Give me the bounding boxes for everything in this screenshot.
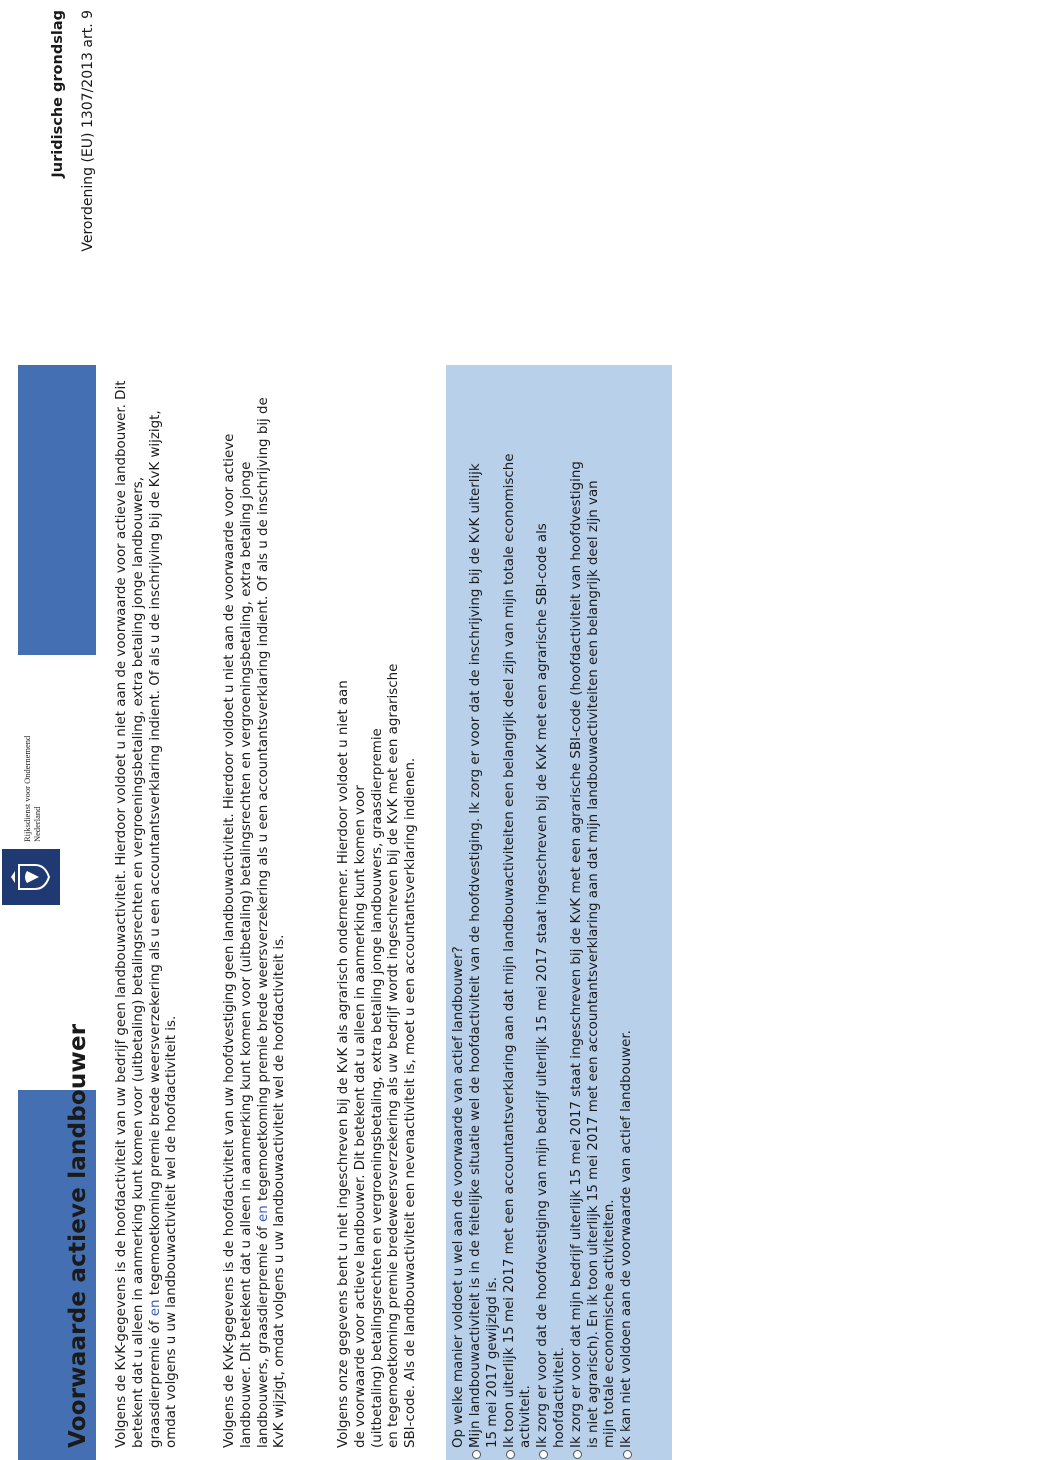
paragraph-3 [336,368,420,1448]
paragraph-text: Volgens de KvK-gegevens is de hoofdactiviteit van uw bedrijf geen landbouwactiviteit. Hierdoor voldoet u niet aan de voorwaarde voor actieve landbouwer. Dit betekent dat u alleen in aanmerking kunt komen voor (uitbetaling) betalingsrechten en vergroeningsbetaling, extra betaling jonge landbouwers, graasdierpremie óf [114,380,163,1448]
paragraph-text: Volgens de KvK-gegevens is de hoofdactiviteit van uw hoofdvestiging geen landbouwactiviteit. Hierdoor voldoet u niet aan de voorwaarde voor actieve landbouwer. Dit betekent dat u alleen in aanmerking kunt komen voor (uitbetaling) betalingsrechten en vergroeningsbetaling, extra betaling jonge landbouwers, graasdierpremie óf [222,433,271,1448]
paragraph-line: SBI-code. Als de landbouwactiviteit een nevenactiviteit is, moet u een accountantsverklaring indienen. [403,757,419,1448]
radio-options [468,450,636,1460]
radio-label: Ik toon uiterlijk 15 mei 2017 met een accountantsverklaring aan dat mijn landbouwactiviteiten een belangrijk deel zijn van mijn totale economische activiteit. [501,453,534,1448]
radio-label: Ik zorg er voor dat de hoofdvestiging van mijn bedrijf uiterlijk 15 mei 2017 staat ingeschreven bij de KvK met een agrarische SBI-code als hoofdactiviteit. [535,523,567,1448]
paragraph-line: de voorwaarde voor actieve landbouwer. Dit betekent dat u alleen in aanmerking kunt komen voor [352,785,368,1448]
radio-option[interactable] [619,450,636,1460]
radio-option[interactable] [535,450,569,1460]
logo-text-line2: Nederland [32,806,42,842]
radio-button[interactable] [506,1450,515,1459]
page-title: Voorwaarde actieve landbouwer [65,1023,91,1448]
radio-option[interactable] [569,450,619,1460]
radio-button[interactable] [623,1450,632,1459]
radio-label: Ik kan niet voldoen aan de voorwaarde van actief landbouwer. [619,1030,635,1448]
logo-text-line1: Rijksdienst voor Ondernemend [22,735,32,842]
rvo-logo-emblem-icon [2,849,60,905]
radio-button[interactable] [472,1450,481,1459]
paragraph-highlight: en [147,1299,163,1317]
header-bar-right [18,365,96,655]
paragraph-highlight: en [255,1205,271,1222]
radio-option[interactable] [502,450,536,1460]
paragraph-line: en tegemoetkoming premie bredeweersverzekering als uw bedrijf wordt ingeschreven bij de KvK met een agrarische [386,663,402,1448]
paragraph-text: tegemoetkoming premie brede weersverzekering als u een accountantsverklaring indient. Of als u de inschrijving bij de KvK wijzigt, omdat volgens u uw landbouwactiviteit wel de hoofdactiviteit is. [147,410,180,1448]
legal-basis-text: Verordening (EU) 1307/2013 art. 9 [80,10,96,252]
paragraph-line: Volgens onze gegevens bent u niet ingeschreven bij de KvK als agrarisch ondernemer. Hierdoor voldoet u niet aan [336,680,351,1448]
radio-label: Ik zorg er voor dat mijn bedrijf uiterlijk 15 mei 2017 staat ingeschreven bij de KvK met een agrarische SBI-code (hoofdactiviteit van hoofdvestiging is niet agrarisch). En ik toon uiterlijk 15 mei 2017 met een accountantsverklaring aan dat mijn landbouwactiviteiten een belangrijk deel zijn van mijn totale economische activiteiten. [568,461,618,1448]
radio-option[interactable] [468,450,502,1460]
radio-label: Mijn landbouwactiviteit is in de feitelijke situatie wel de hoofdactiviteit van de hoofdvestiging. Ik zorg er voor dat de inschrijving bij de KvK uiterlijk 15 mei 2017 gewijzigd is. [468,463,500,1448]
radio-button[interactable] [573,1450,582,1459]
paragraph-1 [114,368,181,1448]
question-text: Op welke manier voldoet u wel aan de voorwaarde van actief landbouwer? [451,946,466,1448]
paragraph-line: (uitbetaling) betalingsrechten en vergroeningsbetaling, extra betaling jonge landbouwers, graasdierpremie [369,728,385,1448]
paragraph-2 [222,368,289,1448]
radio-button[interactable] [539,1450,548,1459]
paragraph-text: tegemoetkoming premie brede weersverzekering als u een accountantsverklaring indient. Of als u de inschrijving bij de KvK wijzigt, omdat volgens u uw landbouwactiviteit wel de hoofdactiviteit is. [255,397,288,1448]
legal-basis-title: Juridische grondslag [50,10,66,178]
logo-text [22,662,42,842]
